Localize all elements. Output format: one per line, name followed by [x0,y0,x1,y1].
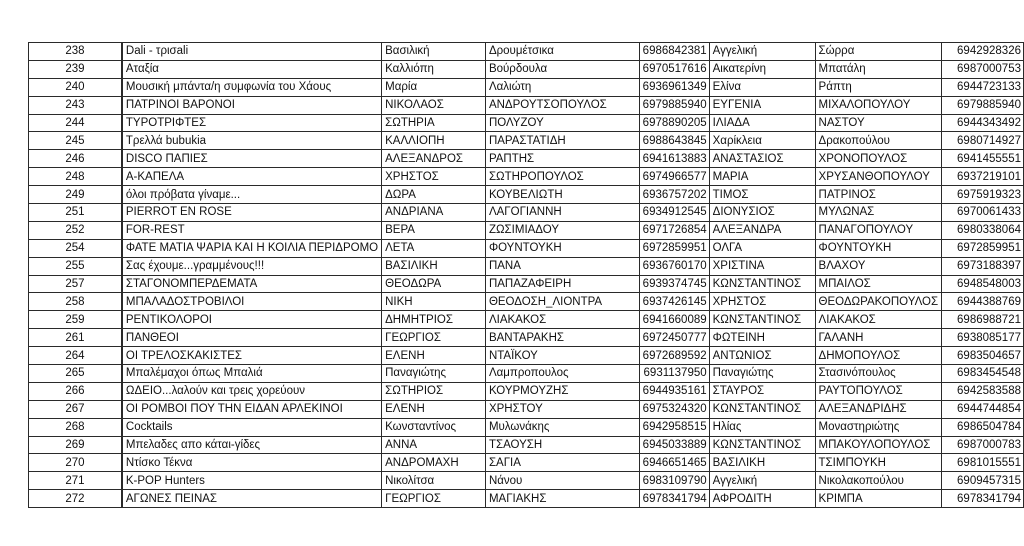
first-name-cell: Καλλιόπη [382,60,486,78]
phone-cell: 6975324320 [639,400,709,418]
band-name-cell: Αταξία [122,60,382,78]
second-phone-cell: 6937219101 [942,168,1024,186]
second-last-name-cell: ΜΠΑΚΟΥΛΟΠΟΥΛΟΣ [815,436,942,454]
phone-cell: 6944935161 [639,382,709,400]
first-name-cell: Παναγιώτης [382,365,486,383]
last-name-cell: ΣΩΤΗΡΟΠΟΥΛΟΣ [485,168,639,186]
last-name-cell: ΠΟΛΥΖΟΥ [485,114,639,132]
second-last-name-cell: ΓΑΛΑΝΗ [815,329,942,347]
first-name-cell: ΣΩΤΗΡΙΑ [382,114,486,132]
entry-number-cell: 261 [29,329,122,347]
last-name-cell: Μυλωνάκης [485,418,639,436]
first-name-cell: ΓΕΩΡΓΙΟΣ [382,329,486,347]
second-phone-cell: 6980714927 [942,132,1024,150]
last-name-cell: ΛΙΑΚΑΚΟΣ [485,311,639,329]
last-name-cell: ΦΟΥΝΤΟΥΚΗ [485,239,639,257]
second-first-name-cell: ΚΩΝΣΤΑΝΤΙΝΟΣ [709,436,815,454]
phone-cell: 6941613883 [639,150,709,168]
second-first-name-cell: ΒΑΣΙΛΙΚΗ [709,454,815,472]
phone-cell: 6970517616 [639,60,709,78]
second-phone-cell: 6944343492 [942,114,1024,132]
second-last-name-cell: Στασινόπουλος [815,365,942,383]
phone-cell: 6942958515 [639,418,709,436]
first-name-cell: ΓΕΩΡΓΙΟΣ [382,490,486,508]
band-name-cell: Τρελλά bubukia [122,132,382,150]
second-last-name-cell: ΒΛΑΧΟΥ [815,257,942,275]
table-row [29,43,1024,61]
second-phone-cell: 6979885940 [942,96,1024,114]
second-phone-cell: 6942583588 [942,382,1024,400]
table-row [29,436,1024,454]
second-last-name-cell: ΛΙΑΚΑΚΟΣ [815,311,942,329]
phone-cell: 6939374745 [639,275,709,293]
entry-number-cell: 254 [29,239,122,257]
band-name-cell: ΡΕΝΤΙΚΟΛΟΡΟΙ [122,311,382,329]
phone-cell: 6978890205 [639,114,709,132]
phone-cell: 6936757202 [639,186,709,204]
entry-number-cell: 264 [29,347,122,365]
last-name-cell: Δρουμέτσικα [485,43,639,61]
entry-number-cell: 271 [29,472,122,490]
second-first-name-cell: Αικατερίνη [709,60,815,78]
second-last-name-cell: ΜΠΑΙΛΟΣ [815,275,942,293]
second-last-name-cell: Μοναστηριώτης [815,418,942,436]
second-first-name-cell: ΕΥΓΕΝΙΑ [709,96,815,114]
second-first-name-cell: ΧΡΙΣΤΙΝΑ [709,257,815,275]
table-row [29,78,1024,96]
second-phone-cell: 6983504657 [942,347,1024,365]
table-row [29,114,1024,132]
second-phone-cell: 6944388769 [942,293,1024,311]
band-name-cell: ΜΠΑΛΑΔΟΣΤΡΟΒΙΛΟΙ [122,293,382,311]
entry-number-cell: 246 [29,150,122,168]
last-name-cell: Βούρδουλα [485,60,639,78]
phone-cell: 6972450777 [639,329,709,347]
second-last-name-cell: ΠΑΝΑΓΟΠΟΥΛΟΥ [815,221,942,239]
phone-cell: 6946651465 [639,454,709,472]
band-name-cell: Μουσική μπάντα/η συμφωνία του Χάους [122,78,382,96]
first-name-cell: ΑΛΕΞΑΝΔΡΟΣ [382,150,486,168]
second-first-name-cell: ΑΝΑΣΤΑΣΙΟΣ [709,150,815,168]
first-name-cell: ΒΑΣΙΛΙΚΗ [382,257,486,275]
band-name-cell: Α-ΚΑΠΕΛΑ [122,168,382,186]
table-row [29,221,1024,239]
first-name-cell: ΚΑΛΛΙΟΠΗ [382,132,486,150]
second-phone-cell: 6948548003 [942,275,1024,293]
entry-number-cell: 243 [29,96,122,114]
table-row [29,347,1024,365]
last-name-cell: ΡΑΠΤΗΣ [485,150,639,168]
first-name-cell: ΕΛΕΝΗ [382,347,486,365]
first-name-cell: ΛΕΤΑ [382,239,486,257]
entry-number-cell: 240 [29,78,122,96]
last-name-cell: ΠΑΝΑ [485,257,639,275]
entry-number-cell: 245 [29,132,122,150]
first-name-cell: Μαρία [382,78,486,96]
second-first-name-cell: ΟΛΓΑ [709,239,815,257]
phone-cell: 6936760170 [639,257,709,275]
second-phone-cell: 6944723133 [942,78,1024,96]
second-first-name-cell: ΑΛΕΞΑΝΔΡΑ [709,221,815,239]
second-last-name-cell: ΤΣΙΜΠΟΥΚΗ [815,454,942,472]
first-name-cell: ΔΗΜΗΤΡΙΟΣ [382,311,486,329]
second-phone-cell: 6983454548 [942,365,1024,383]
last-name-cell: ΠΑΡΑΣΤΑΤΙΔΗ [485,132,639,150]
band-name-cell: Σας έχουμε...γραμμένους!!! [122,257,382,275]
second-last-name-cell: Δρακοπούλου [815,132,942,150]
participants-table [28,42,1024,508]
second-last-name-cell: ΘΕΟΔΩΡΑΚΟΠΟΥΛΟΣ [815,293,942,311]
entry-number-cell: 265 [29,365,122,383]
first-name-cell: ΝΙΚΟΛΑΟΣ [382,96,486,114]
second-phone-cell: 6975919323 [942,186,1024,204]
entry-number-cell: 251 [29,204,122,222]
phone-cell: 6934912545 [639,204,709,222]
second-last-name-cell: ΝΑΣΤΟΥ [815,114,942,132]
band-name-cell: ΠΑΝΘΕΟΙ [122,329,382,347]
second-last-name-cell: ΜΙΧΑΛΟΠΟΥΛΟΥ [815,96,942,114]
band-name-cell: ΟΙ ΤΡΕΛΟΣΚΑΚΙΣΤΕΣ [122,347,382,365]
phone-cell: 6941660089 [639,311,709,329]
second-phone-cell: 6944744854 [942,400,1024,418]
phone-cell: 6974966577 [639,168,709,186]
table-row [29,293,1024,311]
last-name-cell: ΛΑΓΟΓΙΑΝΝΗ [485,204,639,222]
band-name-cell: ΤΥΡΟΤΡΙΦΤΕΣ [122,114,382,132]
last-name-cell: Λαλιώτη [485,78,639,96]
table-row [29,96,1024,114]
table-row [29,186,1024,204]
phone-cell: 6988643845 [639,132,709,150]
phone-cell: 6936961349 [639,78,709,96]
table-row [29,311,1024,329]
table-row [29,60,1024,78]
last-name-cell: ΑΝΔΡΟΥΤΣΟΠΟΥΛΟΣ [485,96,639,114]
first-name-cell: ΘΕΟΔΩΡΑ [382,275,486,293]
phone-cell: 6979885940 [639,96,709,114]
band-name-cell: FOR-REST [122,221,382,239]
second-first-name-cell: ΧΡΗΣΤΟΣ [709,293,815,311]
last-name-cell: ΣΑΓΙΑ [485,454,639,472]
first-name-cell: Νικολίτσα [382,472,486,490]
second-first-name-cell: ΤΙΜΟΣ [709,186,815,204]
second-first-name-cell: ΑΦΡΟΔΙΤΗ [709,490,815,508]
first-name-cell: ΑΝΔΡΙΑΝΑ [382,204,486,222]
band-name-cell: ΠΑΤΡΙΝΟΙ ΒΑΡΟΝΟΙ [122,96,382,114]
last-name-cell: ΠΑΠΑΖΑΦΕΙΡΗ [485,275,639,293]
second-first-name-cell: ΚΩΝΣΤΑΝΤΙΝΟΣ [709,311,815,329]
second-phone-cell: 6986504784 [942,418,1024,436]
first-name-cell: ΝΙΚΗ [382,293,486,311]
phone-cell: 6972859951 [639,239,709,257]
last-name-cell: ΖΩΣΙΜΙΑΔΟΥ [485,221,639,239]
band-name-cell: K-POP Hunters [122,472,382,490]
second-phone-cell: 6972859951 [942,239,1024,257]
first-name-cell: ΑΝΔΡΟΜΑΧΗ [382,454,486,472]
second-first-name-cell: ΚΩΝΣΤΑΝΤΙΝΟΣ [709,400,815,418]
second-last-name-cell: ΠΑΤΡΙΝΟΣ [815,186,942,204]
table-row [29,400,1024,418]
phone-cell: 6972689592 [639,347,709,365]
table-row [29,382,1024,400]
last-name-cell: ΚΟΥΒΕΛΙΩΤΗ [485,186,639,204]
band-name-cell: Cocktails [122,418,382,436]
second-last-name-cell: Ράπτη [815,78,942,96]
second-phone-cell: 6970061433 [942,204,1024,222]
last-name-cell: ΜΑΓΙΑΚΗΣ [485,490,639,508]
second-last-name-cell: ΡΑΥΤΟΠΟΥΛΟΣ [815,382,942,400]
table-row [29,132,1024,150]
band-name-cell: Dali - τρισali [122,43,382,61]
entry-number-cell: 270 [29,454,122,472]
entry-number-cell: 267 [29,400,122,418]
second-first-name-cell: Ελίνα [709,78,815,96]
second-first-name-cell: ΙΛΙΑΔΑ [709,114,815,132]
table-row [29,418,1024,436]
first-name-cell: ΕΛΕΝΗ [382,400,486,418]
second-first-name-cell: ΦΩΤΕΙΝΗ [709,329,815,347]
last-name-cell: ΚΟΥΡΜΟΥΖΗΣ [485,382,639,400]
table-row [29,150,1024,168]
table-row [29,275,1024,293]
first-name-cell: Κωνσταντίνος [382,418,486,436]
entry-number-cell: 239 [29,60,122,78]
entry-number-cell: 266 [29,382,122,400]
second-last-name-cell: Νικολακοπούλου [815,472,942,490]
second-phone-cell: 6978341794 [942,490,1024,508]
band-name-cell: ΑΓΩΝΕΣ ΠΕΙΝΑΣ [122,490,382,508]
second-first-name-cell: ΚΩΝΣΤΑΝΤΙΝΟΣ [709,275,815,293]
second-first-name-cell: ΣΤΑΥΡΟΣ [709,382,815,400]
table-row [29,454,1024,472]
second-phone-cell: 6986988721 [942,311,1024,329]
band-name-cell: DISCO ΠΑΠΙΕΣ [122,150,382,168]
second-phone-cell: 6987000753 [942,60,1024,78]
first-name-cell: Βασιλική [382,43,486,61]
second-last-name-cell: ΔΗΜΟΠΟΥΛΟΣ [815,347,942,365]
entry-number-cell: 244 [29,114,122,132]
first-name-cell: ΧΡΗΣΤΟΣ [382,168,486,186]
entry-number-cell: 269 [29,436,122,454]
last-name-cell: ΒΑΝΤΑΡΑΚΗΣ [485,329,639,347]
phone-cell: 6978341794 [639,490,709,508]
entry-number-cell: 272 [29,490,122,508]
second-last-name-cell: ΑΛΕΞΑΝΔΡΙΔΗΣ [815,400,942,418]
second-phone-cell: 6941455551 [942,150,1024,168]
band-name-cell: όλοι πρόβατα γίναμε... [122,186,382,204]
phone-cell: 6983109790 [639,472,709,490]
second-first-name-cell: ΑΝΤΩΝΙΟΣ [709,347,815,365]
entry-number-cell: 238 [29,43,122,61]
entry-number-cell: 252 [29,221,122,239]
second-first-name-cell: ΜΑΡΙΑ [709,168,815,186]
phone-cell: 6971726854 [639,221,709,239]
entry-number-cell: 259 [29,311,122,329]
second-first-name-cell: ΔΙΟΝΥΣΙΟΣ [709,204,815,222]
entry-number-cell: 258 [29,293,122,311]
table-row [29,204,1024,222]
second-first-name-cell: Παναγιώτης [709,365,815,383]
band-name-cell: ΟΙ ΡΟΜΒΟΙ ΠΟΥ ΤΗΝ ΕΙΔΑΝ ΑΡΛΕΚΙΝΟΙ [122,400,382,418]
second-first-name-cell: Ηλίας [709,418,815,436]
second-last-name-cell: ΜΥΛΩΝΑΣ [815,204,942,222]
entry-number-cell: 248 [29,168,122,186]
second-last-name-cell: ΧΡΟΝΟΠΟΥΛΟΣ [815,150,942,168]
last-name-cell: Λαμπροπουλος [485,365,639,383]
table-body [29,43,1024,508]
band-name-cell: Μπελαδες απο κάται-γίδες [122,436,382,454]
second-phone-cell: 6942928326 [942,43,1024,61]
second-last-name-cell: ΚΡΙΜΠΑ [815,490,942,508]
table-row [29,490,1024,508]
table-row [29,365,1024,383]
band-name-cell: ΦΑΤΕ ΜΑΤΙΑ ΨΑΡΙΑ ΚΑΙ Η ΚΟΙΛΙΑ ΠΕΡΙΔΡΟΜΟ [122,239,382,257]
first-name-cell: ΣΩΤΗΡΙΟΣ [382,382,486,400]
phone-cell: 6945033889 [639,436,709,454]
second-first-name-cell: Αγγελική [709,472,815,490]
band-name-cell: Μπαλέμαχοι όπως Μπαλιά [122,365,382,383]
band-name-cell: ΣΤΑΓΟΝΟΜΠΕΡΔΕΜΑΤΑ [122,275,382,293]
table-row [29,257,1024,275]
band-name-cell: ΩΔΕΙΟ...λαλούν και τρεις χορεύουν [122,382,382,400]
last-name-cell: ΤΣΑΟΥΣΗ [485,436,639,454]
first-name-cell: ΑΝΝΑ [382,436,486,454]
phone-cell: 6931137950 [639,365,709,383]
second-first-name-cell: Αγγελική [709,43,815,61]
first-name-cell: ΔΩΡΑ [382,186,486,204]
entry-number-cell: 255 [29,257,122,275]
second-last-name-cell: Σώρρα [815,43,942,61]
second-phone-cell: 6973188397 [942,257,1024,275]
last-name-cell: Νάνου [485,472,639,490]
phone-cell: 6937426145 [639,293,709,311]
last-name-cell: ΘΕΟΔΟΣΗ_ΛΙΟΝΤΡΑ [485,293,639,311]
second-phone-cell: 6938085177 [942,329,1024,347]
second-phone-cell: 6980338064 [942,221,1024,239]
table-row [29,472,1024,490]
last-name-cell: ΧΡΗΣΤΟΥ [485,400,639,418]
entry-number-cell: 249 [29,186,122,204]
second-phone-cell: 6981015551 [942,454,1024,472]
phone-cell: 6986842381 [639,43,709,61]
second-phone-cell: 6987000783 [942,436,1024,454]
second-first-name-cell: Χαρίκλεια [709,132,815,150]
table-row [29,329,1024,347]
band-name-cell: PIERROT EN ROSE [122,204,382,222]
second-last-name-cell: ΧΡΥΣΑΝΘΟΠΟΥΛΟΥ [815,168,942,186]
last-name-cell: ΝΤΑΪΚΟΥ [485,347,639,365]
table-row [29,168,1024,186]
second-phone-cell: 6909457315 [942,472,1024,490]
entry-number-cell: 257 [29,275,122,293]
first-name-cell: ΒΕΡΑ [382,221,486,239]
entry-number-cell: 268 [29,418,122,436]
band-name-cell: Ντίσκο Τέκνα [122,454,382,472]
second-last-name-cell: ΦΟΥΝΤΟΥΚΗ [815,239,942,257]
table-row [29,239,1024,257]
second-last-name-cell: Μπατάλη [815,60,942,78]
